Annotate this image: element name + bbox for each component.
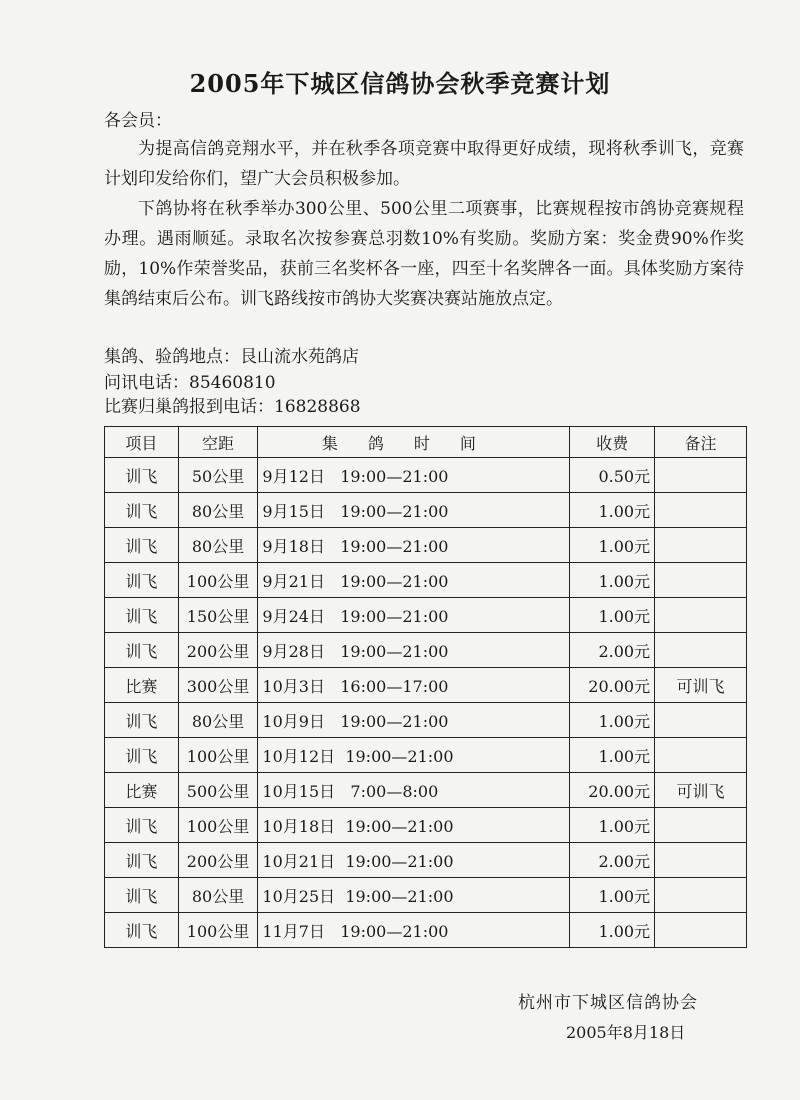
cell-fee: 1.00元: [570, 878, 655, 913]
cell-note: [655, 738, 747, 773]
cell-fee: 0.50元: [570, 458, 655, 493]
table-row: [105, 703, 747, 738]
cell-item: 训飞: [105, 913, 179, 948]
cell-item: 训飞: [105, 458, 179, 493]
cell-time: 10月9日 19:00—21:00: [258, 703, 570, 738]
table-row: [105, 808, 747, 843]
header-fee: 收费: [570, 427, 655, 458]
cell-fee: 2.00元: [570, 633, 655, 668]
cell-time: 10月12日 19:00—21:00: [258, 738, 570, 773]
cell-item: 训飞: [105, 528, 179, 563]
cell-fee: 20.00元: [570, 773, 655, 808]
schedule-table: [104, 426, 747, 948]
header-note: 备注: [655, 427, 747, 458]
cell-item: 训飞: [105, 843, 179, 878]
cell-item: 比赛: [105, 773, 179, 808]
document-title: 2005年下城区信鸽协会秋季竞赛计划: [189, 69, 611, 98]
signature-org: 杭州市下城区信鸽协会: [518, 993, 698, 1013]
cell-time: 9月28日 19:00—21:00: [258, 633, 570, 668]
table-row: [105, 913, 747, 948]
cell-time: 10月18日 19:00—21:00: [258, 808, 570, 843]
cell-distance: 150公里: [178, 598, 258, 633]
cell-distance: 80公里: [178, 703, 258, 738]
cell-fee: 1.00元: [570, 808, 655, 843]
cell-note: 可训飞: [655, 773, 747, 808]
cell-distance: 100公里: [178, 563, 258, 598]
cell-distance: 100公里: [178, 808, 258, 843]
cell-fee: 1.00元: [570, 528, 655, 563]
table-row: [105, 843, 747, 878]
cell-distance: 100公里: [178, 913, 258, 948]
cell-time: 9月21日 19:00—21:00: [258, 563, 570, 598]
cell-note: [655, 843, 747, 878]
cell-time: 9月24日 19:00—21:00: [258, 598, 570, 633]
cell-fee: 1.00元: [570, 913, 655, 948]
cell-fee: 20.00元: [570, 668, 655, 703]
cell-note: [655, 913, 747, 948]
cell-item: 训飞: [105, 563, 179, 598]
cell-note: [655, 878, 747, 913]
cell-time: 10月3日 16:00—17:00: [258, 668, 570, 703]
cell-item: 比赛: [105, 668, 179, 703]
table-row: [105, 773, 747, 808]
cell-distance: 100公里: [178, 738, 258, 773]
table-row: [105, 528, 747, 563]
cell-distance: 50公里: [178, 458, 258, 493]
cell-note: [655, 493, 747, 528]
header-item: 项目: [105, 427, 179, 458]
cell-distance: 80公里: [178, 528, 258, 563]
table-row: [105, 668, 747, 703]
cell-distance: 200公里: [178, 633, 258, 668]
table-row: [105, 493, 747, 528]
salutation: 各会员：: [104, 111, 172, 131]
table-row: [105, 598, 747, 633]
cell-note: [655, 528, 747, 563]
cell-item: 训飞: [105, 598, 179, 633]
cell-note: [655, 458, 747, 493]
table-row: [105, 633, 747, 668]
cell-item: 训飞: [105, 633, 179, 668]
cell-fee: 2.00元: [570, 843, 655, 878]
cell-fee: 1.00元: [570, 598, 655, 633]
cell-item: 训飞: [105, 808, 179, 843]
cell-item: 训飞: [105, 878, 179, 913]
cell-note: 可训飞: [655, 668, 747, 703]
report-phone: 比赛归巢鸽报到电话：16828868: [104, 397, 361, 417]
cell-note: [655, 563, 747, 598]
cell-item: 训飞: [105, 738, 179, 773]
cell-distance: 500公里: [178, 773, 258, 808]
table-row: [105, 738, 747, 773]
cell-fee: 1.00元: [570, 738, 655, 773]
cell-note: [655, 633, 747, 668]
cell-time: 9月12日 19:00—21:00: [258, 458, 570, 493]
table-row: [105, 563, 747, 598]
cell-item: 训飞: [105, 703, 179, 738]
cell-time: 10月21日 19:00—21:00: [258, 843, 570, 878]
cell-time: 11月7日 19:00—21:00: [258, 913, 570, 948]
cell-distance: 80公里: [178, 878, 258, 913]
table-row: [105, 458, 747, 493]
cell-fee: 1.00元: [570, 703, 655, 738]
cell-time: 10月15日 7:00—8:00: [258, 773, 570, 808]
signature-date: 2005年8月18日: [566, 1023, 686, 1042]
table-header-row: [105, 427, 747, 458]
cell-time: 9月15日 19:00—21:00: [258, 493, 570, 528]
header-time: 集鸽时间: [258, 427, 570, 458]
cell-time: 9月18日 19:00—21:00: [258, 528, 570, 563]
cell-note: [655, 703, 747, 738]
cell-fee: 1.00元: [570, 493, 655, 528]
cell-distance: 80公里: [178, 493, 258, 528]
table-row: [105, 878, 747, 913]
inquiry-phone: 问讯电话：85460810: [104, 373, 276, 393]
cell-distance: 300公里: [178, 668, 258, 703]
location-info: 集鸽、验鸽地点：艮山流水苑鸽店: [104, 347, 359, 367]
header-distance: 空距: [178, 427, 258, 458]
cell-distance: 200公里: [178, 843, 258, 878]
cell-note: [655, 808, 747, 843]
rules-paragraph: 下鸽协将在秋季举办300公里、500公里二项赛事，比赛规程按市鸽协竞赛规程办理。遇雨顺延。录取名次按参赛总羽数10%有奖励。奖励方案：奖金费90%作奖励，10%作荣誉奖品，获前三名奖杯各一座，四至十名奖牌各一面。具体奖励方案待集鸽结束后公布。训飞路线按市鸽协大奖赛决赛站施放点定。: [104, 199, 744, 309]
cell-time: 10月25日 19:00—21:00: [258, 878, 570, 913]
cell-item: 训飞: [105, 493, 179, 528]
intro-paragraph: 为提高信鸽竞翔水平，并在秋季各项竞赛中取得更好成绩，现将秋季训飞，竞赛计划印发给你们，望广大会员积极参加。: [104, 139, 744, 189]
cell-note: [655, 598, 747, 633]
cell-fee: 1.00元: [570, 563, 655, 598]
